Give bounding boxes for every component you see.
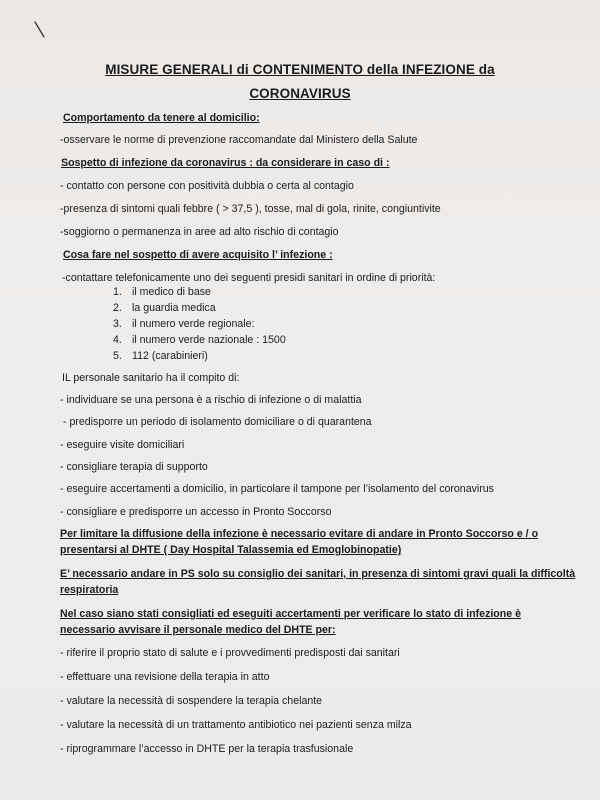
warning-paragraph-3: Nel caso siano stati consigliati ed eseguiti accertamenti per verificare lo stato di infezione è: [60, 608, 521, 620]
staff-item: - consigliare e predisporre un accesso in Pronto Soccorso: [60, 506, 332, 518]
document-title-line1: MISURE GENERALI di CONTENIMENTO della INFEZIONE da: [105, 62, 495, 77]
todo-intro: -contattare telefonicamente uno dei seguenti presidi sanitari in ordine di priorità:: [62, 272, 436, 284]
list-number: 4.: [113, 334, 122, 346]
staff-item: - consigliare terapia di supporto: [60, 461, 208, 473]
final-item: - effettuare una revisione della terapia in atto: [60, 671, 270, 683]
warning-paragraph-1: Per limitare la diffusione della infezione è necessario evitare di andare in Pronto Soccorso e / o: [60, 528, 539, 540]
warning-paragraph-3: necessario avvisare il personale medico del DHTE per:: [60, 624, 336, 636]
staff-intro: IL personale sanitario ha il compito di:: [62, 372, 240, 384]
list-item: la guardia medica: [132, 302, 216, 314]
document-title-line2: CORONAVIRUS: [249, 86, 351, 101]
list-item: il numero verde regionale:: [132, 318, 255, 330]
warning-paragraph-2: respiratoria: [60, 584, 119, 596]
list-number: 2.: [113, 302, 122, 314]
staff-item: - individuare se una persona è a rischio di infezione o di malattia: [60, 394, 362, 406]
suspect-item: -presenza di sintomi quali febbre ( > 37,5 ), tosse, mal di gola, rinite, congiuntivite: [60, 203, 441, 215]
list-item: 112 (carabinieri): [132, 350, 208, 362]
todo-heading: Cosa fare nel sospetto di avere acquisito l’ infezione :: [63, 249, 333, 261]
list-item: il medico di base: [132, 286, 211, 298]
pen-mark-icon: [33, 20, 47, 40]
staff-item: - predisporre un periodo di isolamento domiciliare o di quarantena: [63, 416, 372, 428]
final-item: - valutare la necessità di sospendere la terapia chelante: [60, 695, 323, 707]
suspect-heading: Sospetto di infezione da coronavirus : da considerare in caso di :: [61, 157, 390, 169]
final-item: - riferire il proprio stato di salute e i provvedimenti predisposti dai sanitari: [60, 647, 400, 659]
staff-item: - eseguire visite domiciliari: [60, 439, 185, 451]
warning-paragraph-1: presentarsi al DHTE ( Day Hospital Talassemia ed Emoglobinopatie): [60, 544, 402, 556]
suspect-item: -soggiorno o permanenza in aree ad alto rischio di contagio: [60, 226, 339, 238]
list-item: il numero verde nazionale : 1500: [132, 334, 286, 346]
suspect-item: - contatto con persone con positività dubbia o certa al contagio: [60, 180, 354, 192]
final-item: - valutare la necessità di un trattamento antibiotico nei pazienti senza milza: [60, 719, 412, 731]
staff-item: - eseguire accertamenti a domicilio, in particolare il tampone per l’isolamento del coronavirus: [60, 483, 494, 495]
list-number: 1.: [113, 286, 122, 298]
final-item: - riprogrammare l’accesso in DHTE per la terapia trasfusionale: [60, 743, 354, 755]
domicile-heading: Comportamento da tenere al domicilio:: [63, 112, 260, 124]
domicile-item: -osservare le norme di prevenzione raccomandate dal Ministero della Salute: [60, 134, 418, 146]
list-number: 5.: [113, 350, 122, 362]
warning-paragraph-2: E’ necessario andare in PS solo su consiglio dei sanitari, in presenza di sintomi gravi quali la difficoltà: [60, 568, 576, 580]
list-number: 3.: [113, 318, 122, 330]
